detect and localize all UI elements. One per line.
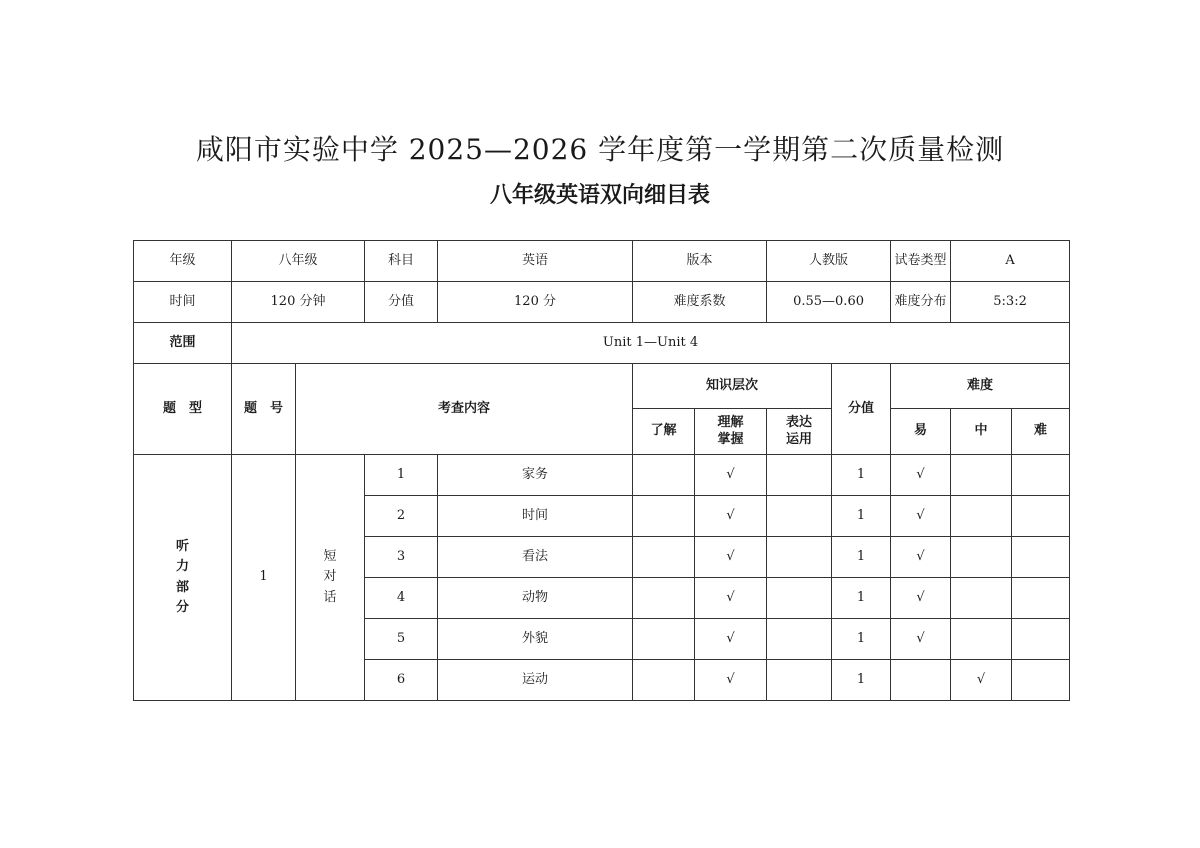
subject-label: 科目 <box>365 241 438 282</box>
check-easy: √ <box>891 537 951 578</box>
check-comprehend: √ <box>695 455 767 496</box>
header-easy: 易 <box>891 409 951 455</box>
check-comprehend: √ <box>695 660 767 701</box>
check-understand <box>633 537 695 578</box>
check-express <box>767 455 832 496</box>
item-number: 5 <box>365 619 438 660</box>
section-name-text: 听力部分 <box>175 539 189 615</box>
coefficient-value: 0.55—0.60 <box>767 282 891 323</box>
header-express: 表达运用 <box>786 414 813 447</box>
check-easy: √ <box>891 578 951 619</box>
item-topic: 家务 <box>438 455 633 496</box>
document-title: 咸阳市实验中学 2025—2026 学年度第一学期第二次质量检测 <box>195 133 1005 166</box>
paper-type-value: A <box>951 241 1070 282</box>
info-row-2 <box>134 282 1070 323</box>
item-number: 2 <box>365 496 438 537</box>
header-hard: 难 <box>1012 409 1070 455</box>
check-medium <box>951 619 1012 660</box>
header-comprehend-cell <box>695 409 767 455</box>
check-hard <box>1012 496 1070 537</box>
header-knowledge-level: 知识层次 <box>633 364 832 409</box>
check-comprehend: √ <box>695 496 767 537</box>
item-score: 1 <box>832 578 891 619</box>
check-easy: √ <box>891 496 951 537</box>
header-difficulty: 难度 <box>891 364 1070 409</box>
check-express <box>767 660 832 701</box>
time-label: 时间 <box>134 282 232 323</box>
question-subtype-text: 短对话 <box>323 549 337 605</box>
check-hard <box>1012 619 1070 660</box>
item-number: 4 <box>365 578 438 619</box>
check-understand <box>633 660 695 701</box>
check-medium <box>951 496 1012 537</box>
check-medium <box>951 578 1012 619</box>
check-easy: √ <box>891 455 951 496</box>
scope-row <box>134 323 1070 364</box>
question-subtype <box>296 455 365 701</box>
check-hard <box>1012 578 1070 619</box>
item-topic: 看法 <box>438 537 633 578</box>
check-express <box>767 537 832 578</box>
check-comprehend: √ <box>695 537 767 578</box>
check-medium: √ <box>951 660 1012 701</box>
check-express <box>767 578 832 619</box>
distribution-value: 5:3:2 <box>951 282 1070 323</box>
score-value: 120 分 <box>438 282 633 323</box>
header-score: 分值 <box>832 364 891 455</box>
header-row-1 <box>134 364 1070 409</box>
check-understand <box>633 578 695 619</box>
item-number: 6 <box>365 660 438 701</box>
table-row <box>134 455 1070 496</box>
check-hard <box>1012 660 1070 701</box>
scope-value: Unit 1—Unit 4 <box>232 323 1070 364</box>
question-number: 1 <box>232 455 296 701</box>
item-rows <box>134 455 1070 701</box>
check-easy: √ <box>891 619 951 660</box>
item-number: 1 <box>365 455 438 496</box>
time-value: 120 分钟 <box>232 282 365 323</box>
subject-value: 英语 <box>438 241 633 282</box>
grade-label: 年级 <box>134 241 232 282</box>
check-express <box>767 496 832 537</box>
item-score: 1 <box>832 537 891 578</box>
item-topic: 动物 <box>438 578 633 619</box>
check-hard <box>1012 537 1070 578</box>
item-score: 1 <box>832 496 891 537</box>
check-comprehend: √ <box>695 578 767 619</box>
header-understand: 了解 <box>633 409 695 455</box>
coefficient-label: 难度系数 <box>633 282 767 323</box>
check-understand <box>633 496 695 537</box>
check-medium <box>951 537 1012 578</box>
header-comprehend: 理解掌握 <box>717 414 744 447</box>
item-score: 1 <box>832 660 891 701</box>
distribution-label: 难度分布 <box>891 282 951 323</box>
check-comprehend: √ <box>695 619 767 660</box>
header-medium: 中 <box>951 409 1012 455</box>
info-row-1 <box>134 241 1070 282</box>
edition-value: 人教版 <box>767 241 891 282</box>
item-number: 3 <box>365 537 438 578</box>
item-topic: 外貌 <box>438 619 633 660</box>
paper-type-label: 试卷类型 <box>891 241 951 282</box>
header-question-number: 题 号 <box>232 364 296 455</box>
check-understand <box>633 619 695 660</box>
item-score: 1 <box>832 455 891 496</box>
check-understand <box>633 455 695 496</box>
header-express-cell <box>767 409 832 455</box>
item-topic: 时间 <box>438 496 633 537</box>
scope-label: 范围 <box>134 323 232 364</box>
grade-value: 八年级 <box>232 241 365 282</box>
header-question-type: 题 型 <box>134 364 232 455</box>
document-subtitle: 八年级英语双向细目表 <box>489 183 710 208</box>
check-easy <box>891 660 951 701</box>
edition-label: 版本 <box>633 241 767 282</box>
detail-table <box>133 240 1070 701</box>
item-topic: 运动 <box>438 660 633 701</box>
check-express <box>767 619 832 660</box>
score-label: 分值 <box>365 282 438 323</box>
header-content: 考查内容 <box>296 364 633 455</box>
item-score: 1 <box>832 619 891 660</box>
check-hard <box>1012 455 1070 496</box>
section-name <box>134 455 232 701</box>
check-medium <box>951 455 1012 496</box>
